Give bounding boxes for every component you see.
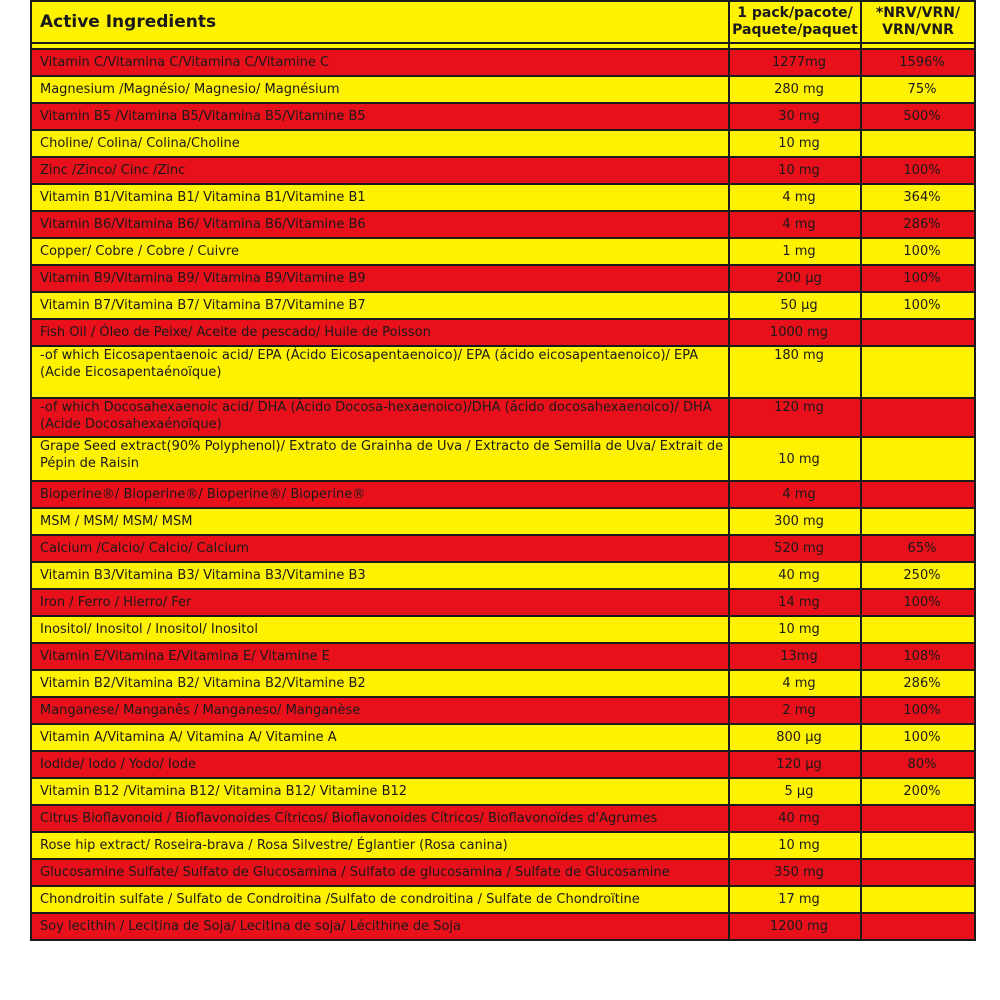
table-row <box>31 49 975 76</box>
ingredient-name: Chondroitin sulfate / Sulfato de Condroitina /Sulfato de condroitina / Sulfate de Chondroïtine <box>31 886 729 913</box>
amount-per-pack: 40 mg <box>729 805 861 832</box>
ingredient-name: Rose hip extract/ Roseira-brava / Rosa Silvestre/ Églantier (Rosa canina) <box>31 832 729 859</box>
amount-per-pack: 17 mg <box>729 886 861 913</box>
amount-per-pack: 2 mg <box>729 697 861 724</box>
ingredient-name: Vitamin B3/Vitamina B3/ Vitamina B3/Vitamine B3 <box>31 562 729 589</box>
header-nrv-line1: *NRV/VRN/ <box>875 5 961 21</box>
nrv-percent <box>861 859 975 886</box>
ingredient-name: -of which Eicosapentaenoic acid/ EPA (Ácido Eicosapentaenoico)/ EPA (ácido eicosapentaenoico)/ EPA (Acide Eicosapentaénoïque) <box>31 346 729 398</box>
table-row <box>31 832 975 859</box>
table-row <box>31 292 975 319</box>
nrv-percent: 286% <box>861 670 975 697</box>
header-row <box>31 1 975 43</box>
table-row <box>31 535 975 562</box>
ingredient-name: Vitamin E/Vitamina E/Vitamina E/ Vitamine E <box>31 643 729 670</box>
amount-per-pack: 10 mg <box>729 832 861 859</box>
amount-per-pack: 4 mg <box>729 670 861 697</box>
nrv-percent <box>861 346 975 398</box>
amount-per-pack: 1277mg <box>729 49 861 76</box>
ingredient-name: Vitamin B7/Vitamina B7/ Vitamina B7/Vitamine B7 <box>31 292 729 319</box>
ingredient-name: Choline/ Colina/ Colina/Choline <box>31 130 729 157</box>
nrv-percent: 100% <box>861 697 975 724</box>
table-row <box>31 437 975 481</box>
table-row <box>31 398 975 437</box>
amount-per-pack: 520 mg <box>729 535 861 562</box>
ingredient-name: Vitamin C/Vitamina C/Vitamina C/Vitamine C <box>31 49 729 76</box>
table-row <box>31 76 975 103</box>
table-row <box>31 481 975 508</box>
table-row <box>31 211 975 238</box>
ingredient-name: Bioperine®/ Bioperine®/ Bioperine®/ Bioperine® <box>31 481 729 508</box>
amount-per-pack: 10 mg <box>729 437 861 481</box>
table-row <box>31 886 975 913</box>
nrv-percent: 1596% <box>861 49 975 76</box>
table-row <box>31 913 975 940</box>
table-row <box>31 589 975 616</box>
header-nrv-line2: VRN/VNR <box>882 22 954 38</box>
ingredient-rows <box>31 49 975 940</box>
ingredient-name: Vitamin B1/Vitamina B1/ Vitamina B1/Vitamine B1 <box>31 184 729 211</box>
ingredient-name: Manganese/ Manganês / Manganeso/ Manganèse <box>31 697 729 724</box>
amount-per-pack: 5 µg <box>729 778 861 805</box>
nrv-percent <box>861 805 975 832</box>
amount-per-pack: 4 mg <box>729 184 861 211</box>
nrv-percent: 100% <box>861 724 975 751</box>
ingredient-name: Glucosamine Sulfate/ Sulfato de Glucosamina / Sulfato de glucosamina / Sulfate de Glucosamine <box>31 859 729 886</box>
ingredient-name: Grape Seed extract(90% Polyphenol)/ Extrato de Grainha de Uva / Extracto de Semilla de Uva/ Extrait de Pépin de Raisin <box>31 437 729 481</box>
ingredient-name: Vitamin B2/Vitamina B2/ Vitamina B2/Vitamine B2 <box>31 670 729 697</box>
ingredient-name: Zinc /Zinco/ Cinc /Zinc <box>31 157 729 184</box>
ingredient-name: MSM / MSM/ MSM/ MSM <box>31 508 729 535</box>
nrv-percent <box>861 508 975 535</box>
table-row <box>31 697 975 724</box>
nrv-percent <box>861 398 975 437</box>
nrv-percent: 75% <box>861 76 975 103</box>
nutrition-table <box>30 0 976 941</box>
ingredient-name: -of which Docosahexaenoic acid/ DHA (Ácido Docosa-hexaenoico)/DHA (ácido docosahexaenoico)/ DHA (Acide Docosahexaénoïque) <box>31 398 729 437</box>
nrv-percent: 286% <box>861 211 975 238</box>
amount-per-pack: 350 mg <box>729 859 861 886</box>
table-row <box>31 778 975 805</box>
table-row <box>31 319 975 346</box>
nrv-percent <box>861 130 975 157</box>
header-nrv <box>861 1 975 43</box>
amount-per-pack: 300 mg <box>729 508 861 535</box>
ingredient-name: Vitamin B12 /Vitamina B12/ Vitamina B12/ Vitamine B12 <box>31 778 729 805</box>
amount-per-pack: 13mg <box>729 643 861 670</box>
table-row <box>31 184 975 211</box>
ingredient-name: Fish Oil / Óleo de Peixe/ Aceite de pescado/ Huile de Poisson <box>31 319 729 346</box>
ingredient-name: Citrus Bioflavonoid / Bioflavonoides Cítricos/ Bioflavonoides Cítricos/ Bioflavonoïdes d'Agrumes <box>31 805 729 832</box>
table-row <box>31 130 975 157</box>
amount-per-pack: 4 mg <box>729 211 861 238</box>
nrv-percent: 100% <box>861 589 975 616</box>
amount-per-pack: 1 mg <box>729 238 861 265</box>
table-row <box>31 724 975 751</box>
amount-per-pack: 800 µg <box>729 724 861 751</box>
nrv-percent: 80% <box>861 751 975 778</box>
ingredient-name: Copper/ Cobre / Cobre / Cuivre <box>31 238 729 265</box>
table-row <box>31 508 975 535</box>
table-row <box>31 616 975 643</box>
nrv-percent <box>861 437 975 481</box>
ingredient-name: Vitamin B6/Vitamina B6/ Vitamina B6/Vitamine B6 <box>31 211 729 238</box>
amount-per-pack: 50 µg <box>729 292 861 319</box>
table-row <box>31 157 975 184</box>
header-per-pack-line2: Paquete/paquet <box>732 22 858 38</box>
amount-per-pack: 14 mg <box>729 589 861 616</box>
nrv-percent: 65% <box>861 535 975 562</box>
table-row <box>31 751 975 778</box>
amount-per-pack: 10 mg <box>729 616 861 643</box>
amount-per-pack: 180 mg <box>729 346 861 398</box>
table-row <box>31 562 975 589</box>
header-per-pack-line1: 1 pack/pacote/ <box>737 5 853 21</box>
amount-per-pack: 120 mg <box>729 398 861 437</box>
amount-per-pack: 280 mg <box>729 76 861 103</box>
amount-per-pack: 30 mg <box>729 103 861 130</box>
nrv-percent: 500% <box>861 103 975 130</box>
amount-per-pack: 1200 mg <box>729 913 861 940</box>
header-per-pack <box>729 1 861 43</box>
nrv-percent <box>861 913 975 940</box>
nrv-percent <box>861 886 975 913</box>
table-row <box>31 643 975 670</box>
nrv-percent: 100% <box>861 238 975 265</box>
nrv-percent <box>861 319 975 346</box>
ingredient-name: Vitamin B9/Vitamina B9/ Vitamina B9/Vitamine B9 <box>31 265 729 292</box>
nrv-percent: 100% <box>861 157 975 184</box>
amount-per-pack: 120 µg <box>729 751 861 778</box>
nrv-percent <box>861 616 975 643</box>
nrv-percent: 364% <box>861 184 975 211</box>
nrv-percent: 250% <box>861 562 975 589</box>
nrv-percent: 100% <box>861 265 975 292</box>
table-row <box>31 346 975 398</box>
ingredient-name: Iron / Ferro / Hierro/ Fer <box>31 589 729 616</box>
table-row <box>31 265 975 292</box>
nrv-percent <box>861 832 975 859</box>
amount-per-pack: 10 mg <box>729 130 861 157</box>
header-ingredients: Active Ingredients <box>31 1 729 43</box>
amount-per-pack: 40 mg <box>729 562 861 589</box>
table-row <box>31 238 975 265</box>
nrv-percent: 100% <box>861 292 975 319</box>
ingredient-name: Vitamin B5 /Vitamina B5/Vitamina B5/Vitamine B5 <box>31 103 729 130</box>
table-row <box>31 805 975 832</box>
amount-per-pack: 200 µg <box>729 265 861 292</box>
ingredient-name: Iodide/ Iodo / Yodo/ Iode <box>31 751 729 778</box>
table-row <box>31 103 975 130</box>
table-row <box>31 859 975 886</box>
ingredient-name: Calcium /Calcio/ Calcio/ Calcium <box>31 535 729 562</box>
table-row <box>31 670 975 697</box>
nrv-percent <box>861 481 975 508</box>
amount-per-pack: 1000 mg <box>729 319 861 346</box>
ingredient-name: Vitamin A/Vitamina A/ Vitamina A/ Vitamine A <box>31 724 729 751</box>
amount-per-pack: 10 mg <box>729 157 861 184</box>
ingredient-name: Inositol/ Inositol / Inositol/ Inositol <box>31 616 729 643</box>
amount-per-pack: 4 mg <box>729 481 861 508</box>
nrv-percent: 200% <box>861 778 975 805</box>
ingredient-name: Soy lecithin / Lecitina de Soja/ Lecitina de soja/ Lécithine de Soja <box>31 913 729 940</box>
ingredient-name: Magnesium /Magnésio/ Magnesio/ Magnésium <box>31 76 729 103</box>
nrv-percent: 108% <box>861 643 975 670</box>
